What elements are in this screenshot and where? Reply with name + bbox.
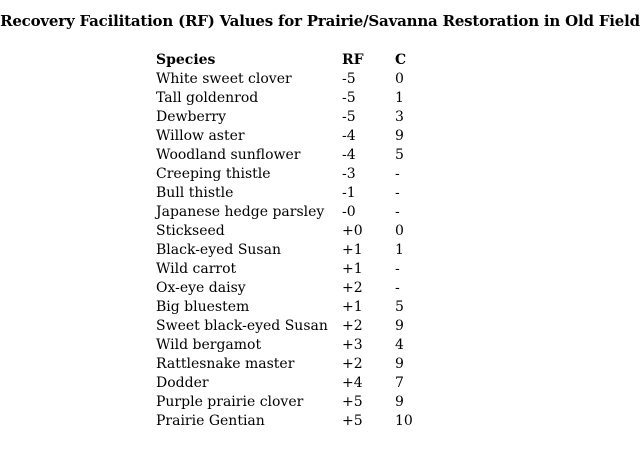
table-row: [156, 412, 435, 431]
c-value-cell: -: [395, 185, 400, 201]
rf-value-cell: +1: [342, 261, 363, 277]
c-value-cell: -: [395, 204, 400, 220]
species-cell: Stickseed: [156, 223, 225, 239]
c-value-cell: -: [395, 261, 400, 277]
table-row: [156, 393, 435, 412]
species-cell: Big bluestem: [156, 299, 250, 315]
rf-value-cell: +2: [342, 318, 363, 334]
table-row: [156, 146, 435, 165]
species-cell: Wild bergamot: [156, 337, 262, 353]
column-header-species: Species: [156, 52, 216, 68]
c-value-cell: 10: [395, 413, 413, 429]
species-cell: Willow aster: [156, 128, 245, 144]
table-body: [156, 70, 435, 431]
column-header-rf: RF: [342, 52, 364, 68]
species-cell: Purple prairie clover: [156, 394, 304, 410]
c-value-cell: -: [395, 166, 400, 182]
table-row: [156, 336, 435, 355]
rf-value-cell: -3: [342, 166, 356, 182]
table-row: [156, 279, 435, 298]
table-header-row: [156, 51, 435, 70]
rf-value-cell: -4: [342, 128, 356, 144]
c-value-cell: 5: [395, 147, 404, 163]
table-row: [156, 260, 435, 279]
species-cell: Dewberry: [156, 109, 227, 125]
c-value-cell: 0: [395, 223, 404, 239]
species-cell: Wild carrot: [156, 261, 237, 277]
species-cell: Japanese hedge parsley: [156, 204, 325, 220]
rf-value-cell: -4: [342, 147, 356, 163]
c-value-cell: 9: [395, 394, 404, 410]
table-row: [156, 374, 435, 393]
rf-value-cell: -5: [342, 90, 356, 106]
c-value-cell: 9: [395, 356, 404, 372]
rf-values-table: [156, 51, 435, 431]
table-row: [156, 241, 435, 260]
species-cell: White sweet clover: [156, 71, 292, 87]
table-row: [156, 355, 435, 374]
species-cell: Sweet black-eyed Susan: [156, 318, 328, 334]
table-row: [156, 127, 435, 146]
document-title: Recovery Facilitation (RF) Values for Prairie/Savanna Restoration in Old Field: [0, 12, 640, 30]
column-header-c: C: [395, 52, 407, 68]
rf-value-cell: -5: [342, 71, 356, 87]
c-value-cell: 4: [395, 337, 404, 353]
rf-value-cell: -0: [342, 204, 356, 220]
species-cell: Prairie Gentian: [156, 413, 265, 429]
table-row: [156, 222, 435, 241]
table-row: [156, 108, 435, 127]
species-cell: Ox-eye daisy: [156, 280, 246, 296]
c-value-cell: 1: [395, 90, 404, 106]
c-value-cell: 1: [395, 242, 404, 258]
c-value-cell: 5: [395, 299, 404, 315]
rf-value-cell: +5: [342, 394, 363, 410]
c-value-cell: 3: [395, 109, 404, 125]
c-value-cell: 0: [395, 71, 404, 87]
rf-value-cell: +3: [342, 337, 363, 353]
rf-value-cell: +1: [342, 242, 363, 258]
table-row: [156, 70, 435, 89]
species-cell: Tall goldenrod: [156, 90, 259, 106]
species-cell: Creeping thistle: [156, 166, 271, 182]
table-row: [156, 298, 435, 317]
rf-value-cell: +1: [342, 299, 363, 315]
species-cell: Dodder: [156, 375, 209, 391]
species-cell: Rattlesnake master: [156, 356, 295, 372]
c-value-cell: 7: [395, 375, 404, 391]
c-value-cell: 9: [395, 128, 404, 144]
species-cell: Black-eyed Susan: [156, 242, 281, 258]
rf-value-cell: +4: [342, 375, 363, 391]
rf-value-cell: +5: [342, 413, 363, 429]
species-cell: Bull thistle: [156, 185, 234, 201]
table-row: [156, 203, 435, 222]
rf-value-cell: +2: [342, 280, 363, 296]
c-value-cell: 9: [395, 318, 404, 334]
c-value-cell: -: [395, 280, 400, 296]
table-row: [156, 89, 435, 108]
rf-value-cell: -5: [342, 109, 356, 125]
rf-value-cell: +2: [342, 356, 363, 372]
rf-value-cell: -1: [342, 185, 356, 201]
rf-value-cell: +0: [342, 223, 363, 239]
species-cell: Woodland sunflower: [156, 147, 301, 163]
table-row: [156, 184, 435, 203]
table-row: [156, 165, 435, 184]
table-row: [156, 317, 435, 336]
